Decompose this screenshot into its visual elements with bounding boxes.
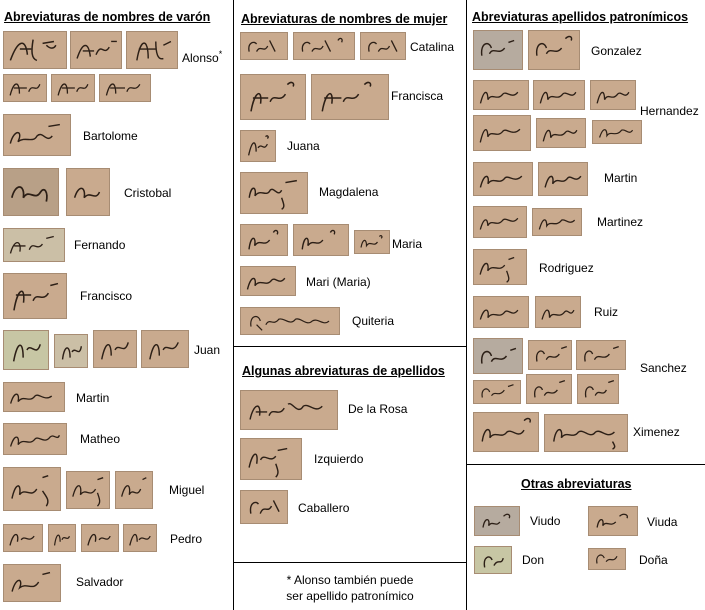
abbrev-sample-image — [473, 380, 521, 404]
label-viudo: Viudo — [530, 514, 561, 528]
abbrev-sample-image — [293, 32, 355, 60]
abbrev-sample-image — [240, 438, 302, 480]
abbrev-sample-image — [533, 80, 585, 110]
abbrev-sample-image — [576, 340, 626, 370]
footnote-line-1: * Alonso también puede — [286, 573, 414, 587]
label-miguel: Miguel — [169, 483, 205, 497]
abbrev-sample-image — [354, 230, 390, 254]
label-matheo: Matheo — [80, 432, 121, 446]
abbrev-sample-image — [81, 524, 119, 552]
abbrev-sample-image — [3, 423, 67, 455]
label-alonso: Alonso* — [182, 49, 223, 65]
abbrev-sample-image — [3, 564, 61, 602]
abbrev-sample-image — [93, 330, 137, 368]
abbrev-sample-image — [66, 168, 110, 216]
label-salvador: Salvador — [76, 575, 124, 589]
abbrev-sample-image — [473, 296, 529, 328]
label-mari: Mari (Maria) — [306, 275, 371, 289]
abbrev-sample-image — [590, 80, 636, 110]
abbrev-sample-image — [535, 296, 581, 328]
abbrev-sample-image — [473, 30, 523, 70]
label-fernando: Fernando — [74, 238, 126, 252]
abbrev-sample-image — [360, 32, 406, 60]
abbrev-sample-image — [3, 31, 67, 69]
abbrev-sample-image — [3, 74, 47, 102]
label-de-la-rosa: De la Rosa — [348, 402, 408, 416]
abbrev-sample-image — [473, 412, 539, 452]
abbrev-sample-image — [473, 206, 527, 238]
label-viuda: Viuda — [647, 515, 678, 529]
abbrev-sample-image — [70, 31, 122, 69]
section-title-patronimicos: Abreviaturas apellidos patronímicos — [472, 10, 689, 24]
abbrev-sample-image — [544, 414, 628, 452]
abbrev-sample-image — [532, 208, 582, 236]
label-don: Don — [522, 553, 545, 567]
label-martinez: Martinez — [597, 215, 644, 229]
abbrev-sample-image — [528, 340, 572, 370]
label-juan: Juan — [194, 343, 221, 357]
abbrev-sample-image — [473, 249, 527, 285]
label-izquierdo: Izquierdo — [314, 452, 364, 466]
abbrev-sample-image — [48, 524, 76, 552]
abbrev-sample-image — [538, 162, 588, 196]
label-rodriguez: Rodriguez — [539, 261, 594, 275]
label-maria: Maria — [392, 237, 423, 251]
label-juana: Juana — [287, 139, 320, 153]
abbrev-sample-image — [3, 273, 67, 319]
label-pedro: Pedro — [170, 532, 203, 546]
abbrev-sample-image — [240, 390, 338, 430]
abbrev-sample-image — [592, 120, 642, 144]
section-title-apellidos: Algunas abreviaturas de apellidos — [242, 364, 445, 378]
label-magdalena: Magdalena — [319, 185, 379, 199]
divider-right-h — [466, 464, 705, 465]
abbrev-sample-image — [311, 74, 389, 120]
abbrev-sample-image — [536, 118, 586, 148]
divider-low-h — [233, 562, 467, 563]
abbrev-sample-image — [54, 334, 88, 368]
abbrev-sample-image — [293, 224, 349, 256]
abbrev-sample-image — [588, 548, 626, 570]
abbrev-sample-image — [240, 266, 296, 296]
abbrev-sample-image — [3, 382, 65, 412]
abbrev-sample-image — [588, 506, 638, 536]
abbrev-sample-image — [3, 467, 61, 511]
abbrev-sample-image — [240, 74, 306, 120]
abbrev-sample-image — [51, 74, 95, 102]
label-caballero: Caballero — [298, 501, 350, 515]
label-ximenez: Ximenez — [633, 425, 680, 439]
abbrev-sample-image — [141, 330, 189, 368]
abbrev-sample-image — [123, 524, 157, 552]
abbrev-sample-image — [126, 31, 178, 69]
asterisk-mark: * — [218, 49, 223, 59]
abbrev-sample-image — [3, 114, 71, 156]
abbrev-sample-image — [474, 506, 520, 536]
abbrev-sample-image — [3, 168, 59, 216]
abbrev-sample-image — [473, 115, 531, 151]
abbrev-sample-image — [526, 374, 572, 404]
abbrev-sample-image — [240, 172, 308, 214]
label-hernandez: Hernandez — [640, 104, 699, 118]
divider-col2 — [466, 0, 467, 610]
label-bartolome: Bartolome — [83, 129, 138, 143]
abbrev-sample-image — [240, 307, 340, 335]
label-catalina: Catalina — [410, 40, 455, 54]
abbrev-sample-image — [240, 32, 288, 60]
abbrev-sample-image — [473, 338, 523, 374]
label-ruiz: Ruiz — [594, 305, 619, 319]
abbrev-sample-image — [3, 330, 49, 370]
abbrev-sample-image — [240, 490, 288, 524]
divider-mid-h — [233, 346, 467, 347]
abbrev-sample-image — [473, 162, 533, 196]
label-martin-patronimico: Martin — [604, 171, 638, 185]
abbrev-sample-image — [3, 524, 43, 552]
abbrev-sample-image — [240, 224, 288, 256]
label-gonzalez: Gonzalez — [591, 44, 642, 58]
abbrev-sample-image — [99, 74, 151, 102]
label-dona: Doña — [639, 553, 668, 567]
abbrev-sample-image — [473, 80, 529, 110]
divider-col1 — [233, 0, 234, 610]
section-title-otras: Otras abreviaturas — [521, 477, 632, 491]
abbrev-sample-image — [474, 546, 512, 574]
abbrev-sample-image — [577, 374, 619, 404]
footnote — [234, 572, 466, 604]
label-cristobal: Cristobal — [124, 186, 172, 200]
abbrev-sample-image — [66, 471, 110, 509]
footnote-line-2: ser apellido patronímico — [286, 589, 414, 603]
section-title-mujer: Abreviaturas de nombres de mujer — [241, 12, 448, 26]
abbrev-sample-image — [240, 130, 276, 162]
label-sanchez: Sanchez — [640, 361, 687, 375]
abbrev-sample-image — [528, 30, 580, 70]
abbrev-sample-image — [115, 471, 153, 509]
label-francisco: Francisco — [80, 289, 133, 303]
label-martin-varon: Martin — [76, 391, 110, 405]
label-francisca: Francisca — [391, 89, 444, 103]
abbrev-sample-image — [3, 228, 65, 262]
label-quiteria: Quiteria — [352, 314, 395, 328]
section-title-varon: Abreviaturas de nombres de varón — [4, 10, 211, 24]
